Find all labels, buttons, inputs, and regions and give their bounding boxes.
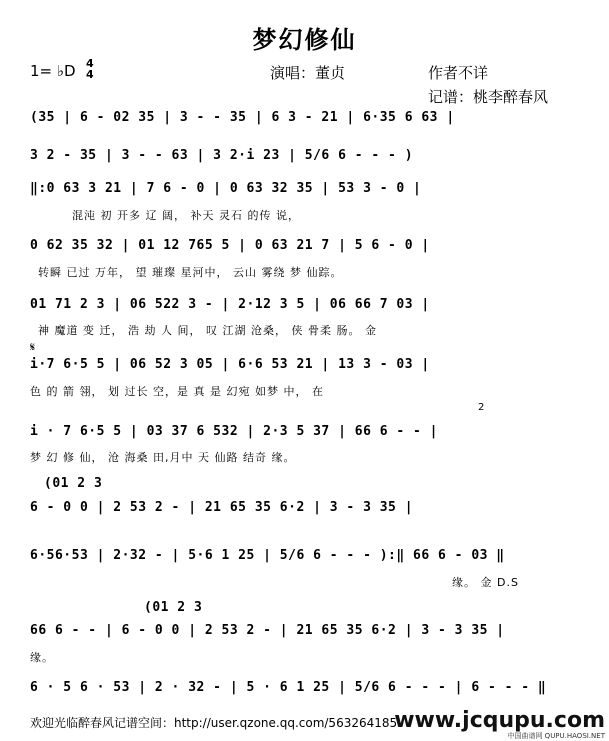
staff-line: i · 7 6·5 5 | 03 37 6 532 | 2·3 5 37 | 66 6 - - | <box>30 424 439 439</box>
lyric-line: 缘。 金 D.S <box>452 576 519 589</box>
staff-line: ‖:0 63 3 21 | 7 6 - 0 | 0 63 32 35 | 53 3 - 0 | <box>30 181 422 196</box>
parenthetical-notes: (01 2 3 <box>144 600 203 615</box>
site-logo-subtitle: 中国曲谱网 QUPU.HAOSI.NET <box>507 732 605 740</box>
footer-text: 欢迎光临醉春风记谱空间：http://user.qzone.qq.com/563264185 <box>30 716 398 730</box>
staff-line: 0 62 35 32 | 01 12 765 5 | 0 63 21 7 | 5 6 - 0 | <box>30 238 430 253</box>
staff-line: (35 | 6 - 02 35 | 3 - - 35 | 6 3 - 21 | 6·35 6 63 | <box>30 110 455 125</box>
lyric-line: 色 的 箭 翎， 划 过长 空，是 真 是 幻宛 如梦 中， 在 <box>30 385 324 398</box>
volta-number: 2 <box>478 402 485 413</box>
staff-line: 3 2 - 35 | 3 - - 63 | 3 2·i 23 | 5/6 6 - - - ) <box>30 148 414 163</box>
staff-line: i·7 6·5 5 | 06 52 3 05 | 6·6 53 21 | 13 3 - 03 | <box>30 357 430 372</box>
lyric-line: 混沌 初 开多 辽 阔， 补天 灵石 的传 说， <box>72 209 300 222</box>
staff-line: 6 - 0 0 | 2 53 2 - | 21 65 35 6·2 | 3 - 3 35 | <box>30 500 414 515</box>
site-logo: www.jcqupu.com <box>394 708 605 733</box>
lyric-line: 梦 幻 修 仙， 沧 海桑 田,月中 天 仙路 结奇 缘。 <box>30 451 296 464</box>
staff-line: 6·56·53 | 2·32 - | 5·6 1 25 | 5/6 6 - - - ):‖ 66 6 - 03 ‖ <box>30 548 505 563</box>
staff-line: 6 · 5 6 · 53 | 2 · 32 - | 5 · 6 1 25 | 5/6 6 - - - | 6 - - - ‖ <box>30 680 547 695</box>
lyric-line: 神 魔道 变 迁， 浩 劫 人 间， 叹 江湖 沧桑， 侠 骨柔 肠。 金 <box>38 324 377 337</box>
author: 作者不详 <box>428 64 489 82</box>
staff-line: 66 6 - - | 6 - 0 0 | 2 53 2 - | 21 65 35 6·2 | 3 - 3 35 | <box>30 623 505 638</box>
lyric-line: 转瞬 已过 万年， 望 璀璨 星河中， 云山 雾绕 梦 仙踪。 <box>38 266 343 279</box>
time-signature-top: 4 <box>86 57 94 70</box>
time-signature-bottom: 4 <box>86 68 94 81</box>
time-signature <box>86 58 94 80</box>
staff-line: 01 71 2 3 | 06 522 3 - | 2·12 3 5 | 06 66 7 03 | <box>30 297 430 312</box>
key-signature: 1= ♭D <box>30 62 76 80</box>
segno-mark: 𝄋 <box>30 340 36 354</box>
lyric-line: 缘。 <box>30 651 54 664</box>
parenthetical-notes: (01 2 3 <box>44 476 103 491</box>
transcriber: 记谱：桃李醉春风 <box>428 88 549 106</box>
score-title: 梦幻修仙 <box>252 26 357 54</box>
singer: 演唱：董贞 <box>270 64 346 82</box>
